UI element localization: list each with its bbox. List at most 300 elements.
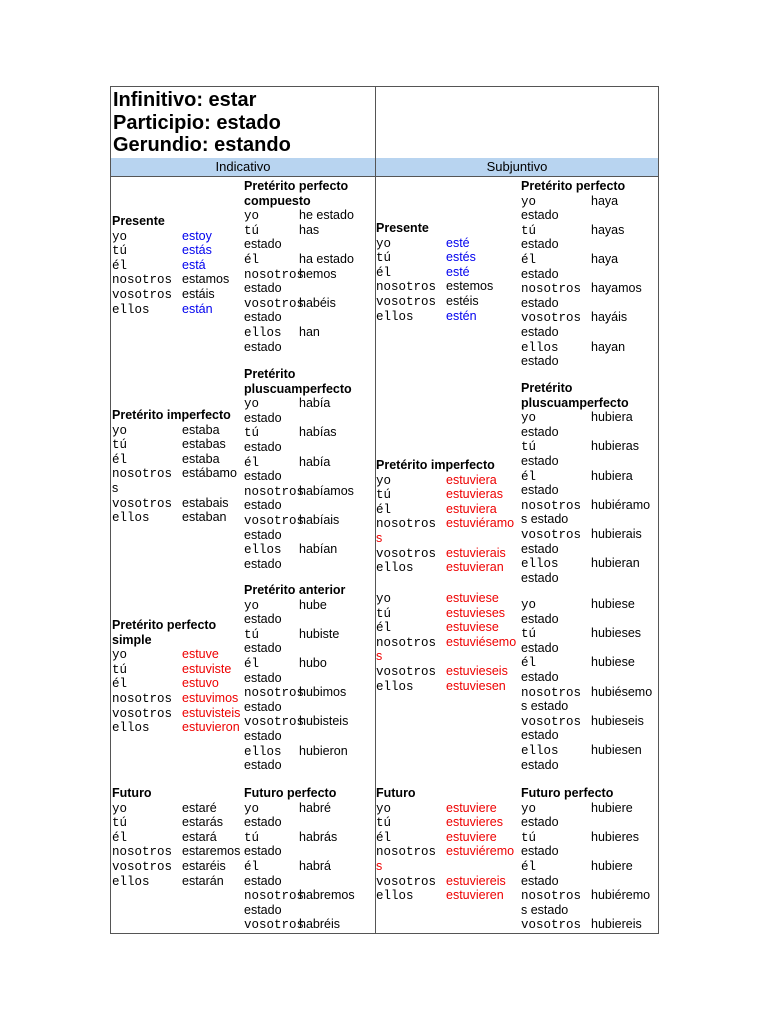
pronoun: tú: [521, 627, 537, 642]
pronoun: yo: [112, 423, 128, 438]
conjugation-row: [376, 678, 506, 695]
verb-form: estuviereis: [446, 873, 506, 888]
conjugation-row: [521, 917, 642, 933]
verb-form: hubiéramo: [591, 497, 651, 512]
conjugation-row: [112, 829, 217, 846]
verb-form-continuation: estado: [244, 281, 282, 296]
conjugation-row: [112, 691, 239, 707]
conjugation-row: [376, 308, 477, 325]
pronoun: él: [521, 469, 537, 484]
verb-form: habíamos: [299, 483, 354, 498]
pronoun: yo: [112, 801, 128, 816]
verb-form: estemos: [446, 279, 494, 294]
verb-form-continuation: s: [376, 859, 383, 873]
conjugation-row: [376, 888, 504, 904]
conjugation-row: [112, 815, 223, 831]
conjugation-row: [376, 264, 470, 281]
conjugation-row: [112, 647, 219, 663]
verb-form-continuation: estado: [521, 757, 559, 772]
verb-form: estuviera: [446, 501, 497, 516]
verb-form: había: [299, 396, 331, 411]
verb-form: han: [299, 325, 320, 339]
conjugation-row: [376, 294, 479, 310]
tense-title: Pretérito anterior: [244, 583, 346, 597]
verb-form-continuation: estado: [244, 670, 282, 685]
verb-form: hubiéremo: [591, 888, 651, 903]
tense-title: Pretérito: [244, 367, 296, 381]
pronoun: nosotros: [376, 635, 437, 650]
pronoun: ellos: [521, 744, 559, 758]
pronoun: nosotros: [521, 282, 582, 297]
conjugation-row: [376, 501, 497, 518]
conjugation-row: [521, 655, 635, 671]
pronoun: él: [112, 452, 128, 467]
pronoun: vosotros: [376, 546, 437, 561]
conjugation-row: [521, 527, 642, 543]
verb-form: habían: [299, 542, 338, 557]
verb-form: estuve: [182, 647, 219, 662]
tense-title-line2: pluscuamperfecto: [244, 381, 352, 396]
conjugation-row: [244, 252, 354, 268]
pronoun: yo: [376, 473, 392, 488]
conjugation-row: [112, 301, 213, 318]
verb-form: haya: [591, 193, 619, 208]
verb-form-continuation: estado: [521, 670, 559, 684]
pronoun: tú: [244, 223, 260, 238]
conjugation-row: [376, 591, 499, 607]
band-bottom-rule: [111, 176, 658, 177]
pronoun: yo: [244, 209, 260, 224]
conjugation-row: [521, 439, 639, 455]
indicativo-header: Indicativo: [111, 158, 375, 176]
conjugation-row: [376, 605, 506, 622]
pronoun: yo: [244, 397, 260, 412]
conjugation-row: [521, 684, 653, 701]
conjugation-row: [376, 829, 497, 846]
verb-form-continuation: estado: [244, 902, 282, 917]
conjugation-row: [376, 235, 470, 252]
verb-form: hubiere: [591, 800, 633, 815]
pronoun: nosotros: [244, 686, 305, 701]
verb-form: estaréis: [182, 859, 226, 873]
conjugation-row: [112, 800, 217, 817]
verb-form: hubisteis: [299, 714, 349, 729]
pronoun: yo: [376, 592, 392, 606]
pronoun: yo: [244, 598, 260, 613]
pronoun: vosotros: [376, 295, 437, 309]
verb-form: hubiesen: [591, 743, 642, 757]
pronoun: él: [112, 258, 128, 273]
pronoun: ellos: [244, 326, 282, 340]
verb-form: hubiese: [591, 655, 635, 670]
verb-form: estuvo: [182, 676, 219, 691]
verb-form: haya: [591, 252, 619, 266]
conjugation-row: [112, 859, 226, 875]
verb-form: esté: [446, 264, 470, 279]
pronoun: vosotros: [112, 496, 173, 511]
verb-form-continuation: s estado: [521, 902, 569, 917]
verb-form: estén: [446, 308, 477, 323]
pronoun: yo: [521, 598, 537, 612]
verb-form-continuation: estado: [521, 295, 559, 310]
conjugation-row: [244, 597, 327, 614]
verb-form: estuviésemo: [446, 634, 517, 649]
conjugation-row: [244, 208, 354, 224]
pronoun: ellos: [112, 511, 150, 526]
conjugation-row: [112, 287, 215, 303]
pronoun: nosotros: [244, 484, 305, 499]
pronoun: tú: [112, 662, 128, 677]
verb-form: estoy: [182, 228, 212, 243]
conjugation-row: [112, 676, 219, 692]
pronoun: nosotros: [244, 889, 305, 904]
verb-form-continuation: estado: [244, 815, 282, 830]
subjuntivo-header: Subjuntivo: [376, 158, 658, 176]
verb-form: he estado: [299, 208, 354, 223]
conjugation-row: [376, 844, 515, 860]
conjugation-row: [244, 483, 354, 500]
verb-form: había: [299, 454, 331, 469]
verb-form-continuation: estado: [244, 699, 282, 714]
pronoun: nosotros: [244, 267, 305, 282]
conjugation-row: [112, 437, 226, 453]
tense-title: Pretérito perfecto: [521, 179, 626, 193]
pronoun: tú: [244, 830, 260, 845]
conjugation-row: [244, 325, 320, 341]
conjugation-row: [376, 873, 506, 890]
verb-form: estuvimos: [182, 691, 239, 705]
pronoun: nosotros: [376, 517, 437, 532]
verb-form-continuation: estado: [244, 237, 282, 252]
verb-form: habrás: [299, 829, 338, 844]
conjugation-row: [244, 714, 349, 730]
verb-form-continuation: estado: [521, 815, 559, 830]
conjugation-row: [244, 513, 340, 529]
pronoun: yo: [112, 648, 128, 663]
verb-form: estarás: [182, 815, 223, 830]
verb-form-continuation: estado: [521, 266, 559, 281]
pronoun: ellos: [112, 874, 150, 889]
tense-title: Pretérito imperfecto: [376, 458, 495, 472]
pronoun: él: [244, 253, 260, 267]
conjugation-row: [112, 844, 241, 860]
verb-form: estuvieron: [182, 720, 240, 735]
pronoun: él: [521, 253, 537, 267]
pronoun: vosotros: [244, 715, 305, 730]
verb-form: hube: [299, 597, 327, 612]
conjugation-row: [244, 396, 331, 412]
verb-form-continuation: estado: [244, 440, 282, 454]
conjugation-row: [244, 266, 337, 283]
verb-form-continuation: estado: [244, 758, 282, 773]
verb-form: hubiere: [591, 859, 633, 873]
pronoun: vosotros: [521, 528, 582, 542]
conjugation-row: [244, 917, 340, 933]
tense-title-line2: compuesto: [244, 193, 311, 208]
verb-form: estará: [182, 829, 217, 844]
conjugation-row: [112, 422, 220, 439]
verb-form: habías: [299, 425, 337, 440]
pronoun: tú: [244, 426, 260, 441]
verb-form-continuation: estado: [521, 640, 559, 655]
pronoun: él: [376, 830, 392, 845]
verb-form-continuation: estado: [521, 728, 559, 743]
verb-form-continuation: estado: [244, 410, 282, 425]
verb-form: hubiésemo: [591, 684, 653, 699]
conjugation-row: [521, 743, 642, 759]
verb-form: hayas: [591, 222, 625, 237]
verb-form-continuation: estado: [244, 339, 282, 354]
pronoun: yo: [376, 801, 392, 816]
pronoun: vosotros: [112, 860, 173, 874]
conjugation-row: [521, 339, 626, 356]
verb-form: estamos: [182, 272, 230, 287]
verb-form: habéis: [299, 295, 336, 310]
verb-form: hubimos: [299, 685, 347, 700]
verb-form: hubiera: [591, 410, 633, 425]
verb-form: estuviéramo: [446, 516, 515, 531]
infinitive-label: Infinitivo: estar: [113, 89, 257, 111]
verb-form: estuvieren: [446, 888, 504, 903]
pronoun: tú: [112, 816, 128, 831]
pronoun: ellos: [112, 302, 150, 317]
pronoun: tú: [521, 830, 537, 845]
conjugation-row: [244, 685, 347, 701]
verb-form-continuation: estado: [521, 541, 559, 556]
conjugation-row: [112, 873, 224, 890]
verb-form: hubiste: [299, 626, 340, 641]
verb-form: estuvieseis: [446, 664, 508, 678]
conjugation-row: [521, 800, 633, 817]
pronoun: ellos: [521, 340, 559, 355]
verb-form: estuviere: [446, 829, 497, 844]
conjugation-row: [521, 888, 651, 904]
conjugation-row: [521, 222, 625, 239]
pronoun: tú: [112, 244, 128, 259]
pronoun: él: [521, 860, 537, 874]
pronoun: nosotros: [376, 845, 437, 860]
pronoun: tú: [376, 816, 392, 831]
verb-form: hayamos: [591, 281, 642, 296]
verb-form: estuvieses: [446, 605, 506, 620]
tense-title: Pretérito: [521, 381, 573, 395]
pronoun: nosotros: [521, 498, 582, 513]
conjugation-row: [376, 815, 503, 831]
verb-form: hemos: [299, 266, 337, 281]
pronoun: ellos: [244, 744, 282, 759]
verb-form-continuation: s estado: [521, 512, 569, 527]
participle-label: Participio: estado: [113, 112, 281, 134]
verb-form-continuation: estado: [244, 844, 282, 859]
pronoun: ellos: [521, 557, 559, 572]
gerund-label: Gerundio: estando: [113, 134, 291, 156]
conjugation-row: [521, 193, 619, 210]
pronoun: yo: [521, 194, 537, 209]
tense-title: Presente: [376, 221, 429, 235]
conjugation-row: [376, 516, 515, 532]
verb-form: estaba: [182, 451, 220, 466]
verb-form-continuation: estado: [244, 873, 282, 888]
pronoun: vosotros: [376, 665, 437, 679]
verb-form: hubieres: [591, 829, 639, 844]
pronoun: tú: [376, 251, 392, 266]
pronoun: él: [521, 656, 537, 671]
pronoun: ellos: [244, 543, 282, 558]
conjugation-row: [112, 272, 230, 288]
verb-form: estás: [182, 243, 212, 258]
conjugation-row: [521, 310, 628, 326]
verb-form: estuviera: [446, 472, 497, 487]
verb-form-continuation: estado: [521, 237, 559, 252]
tense-title: Futuro perfecto: [521, 786, 614, 800]
verb-form: hubiera: [591, 468, 633, 483]
pronoun: nosotros: [112, 692, 173, 706]
tense-title: Futuro: [376, 786, 416, 800]
verb-form-continuation: estado: [521, 873, 559, 888]
conjugation-row: [376, 472, 497, 489]
verb-form: estuvierais: [446, 545, 506, 560]
pronoun: yo: [112, 229, 128, 244]
verb-form-continuation: estado: [521, 325, 559, 339]
pronoun: yo: [521, 411, 537, 426]
conjugation-row: [521, 556, 640, 572]
verb-form: esté: [446, 235, 470, 250]
verb-form-continuation: estado: [244, 612, 282, 627]
pronoun: tú: [244, 627, 260, 642]
conjugation-row: [244, 656, 327, 672]
conjugation-row: [521, 252, 619, 268]
conjugation-row: [521, 859, 633, 875]
verb-form: estéis: [446, 294, 479, 308]
verb-form: ha estado: [299, 252, 354, 266]
verb-form-continuation: estado: [244, 498, 282, 513]
pronoun: ellos: [376, 309, 414, 324]
pronoun: tú: [376, 606, 392, 621]
conjugation-row: [521, 713, 644, 730]
verb-form: hubierais: [591, 527, 642, 541]
verb-form: hubieseis: [591, 713, 644, 728]
verb-form: has: [299, 222, 320, 237]
verb-form: estuviere: [446, 800, 497, 815]
verb-form: estaremos: [182, 844, 241, 859]
verb-form: estuviste: [182, 661, 232, 676]
conjugation-row: [112, 466, 237, 482]
pronoun: nosotros: [112, 845, 173, 860]
verb-form-continuation: s: [112, 481, 119, 495]
verb-form-continuation: estado: [521, 454, 559, 468]
pronoun: vosotros: [244, 918, 305, 933]
conjugation-row: [244, 859, 331, 875]
conjugation-row: [244, 888, 355, 904]
pronoun: él: [244, 657, 260, 671]
pronoun: nosotros: [376, 280, 437, 295]
verb-form-continuation: estado: [244, 310, 282, 325]
verb-form-continuation: estado: [521, 570, 559, 585]
verb-form: estaban: [182, 510, 227, 525]
verb-form: habrá: [299, 859, 331, 873]
verb-form: está: [182, 257, 206, 272]
verb-form: estarán: [182, 873, 224, 888]
verb-form-continuation: estado: [244, 556, 282, 571]
verb-form: hubieses: [591, 626, 642, 641]
tense-title: Futuro: [112, 786, 152, 800]
conjugation-row: [376, 560, 504, 576]
pronoun: vosotros: [376, 874, 437, 889]
pronoun: él: [112, 677, 128, 692]
conjugation-row: [521, 597, 635, 613]
verb-form: estáis: [182, 287, 215, 301]
verb-form: hubieran: [591, 556, 640, 571]
conjugation-row: [376, 545, 506, 562]
pronoun: nosotros: [112, 467, 173, 482]
verb-form: estabais: [182, 495, 229, 510]
tense-title: Presente: [112, 214, 165, 228]
verb-form: hubieron: [299, 743, 348, 758]
tense-title-line2: pluscuamperfecto: [521, 395, 629, 410]
conjugation-row: [376, 634, 517, 651]
pronoun: tú: [112, 438, 128, 453]
pronoun: él: [376, 502, 392, 517]
verb-form-continuation: estado: [521, 844, 559, 859]
verb-form-continuation: estado: [244, 641, 282, 656]
pronoun: él: [112, 830, 128, 845]
verb-form-continuation: estado: [521, 483, 559, 498]
conjugation-row: [521, 497, 651, 514]
verb-form: estaba: [182, 422, 220, 437]
pronoun: vosotros: [244, 514, 305, 528]
conjugation-row: [521, 410, 633, 426]
verb-form: estuvieran: [446, 560, 504, 575]
conjugation-row: [521, 626, 642, 642]
verb-form: hayan: [591, 339, 626, 354]
conjugation-row: [244, 743, 348, 760]
verb-form: estuvieras: [446, 487, 503, 502]
verb-form-continuation: estado: [244, 527, 282, 542]
verb-form: estuvieres: [446, 815, 503, 830]
pronoun: tú: [521, 440, 537, 455]
conjugation-row: [244, 222, 320, 239]
tense-title: Pretérito perfecto: [112, 618, 217, 632]
verb-form: estuviese: [446, 620, 499, 635]
tense-title-line2: simple: [112, 632, 152, 647]
conjugation-row: [112, 228, 212, 245]
tense-title: Pretérito imperfecto: [112, 408, 231, 422]
verb-form: habréis: [299, 917, 340, 932]
conjugation-row: [112, 451, 220, 468]
header-divider: [375, 87, 376, 159]
verb-form-continuation: estado: [521, 424, 559, 439]
verb-form: estabas: [182, 437, 226, 452]
conjugation-row: [521, 281, 642, 297]
pronoun: vosotros: [244, 296, 305, 311]
pronoun: nosotros: [112, 273, 173, 288]
conjugation-row: [376, 487, 503, 503]
verb-form: estaré: [182, 800, 217, 815]
pronoun: ellos: [112, 721, 150, 736]
pronoun: él: [244, 860, 260, 874]
conjugation-row: [376, 279, 494, 295]
pronoun: él: [244, 455, 260, 470]
pronoun: yo: [244, 801, 260, 816]
conjugation-row: [244, 425, 337, 441]
verb-form: estés: [446, 250, 476, 265]
conjugation-row: [244, 295, 336, 312]
verb-form-continuation: s: [376, 649, 383, 664]
verb-form: estuvisteis: [182, 705, 241, 720]
verb-form: hubo: [299, 656, 327, 670]
verb-form-continuation: estado: [521, 611, 559, 626]
verb-form-continuation: estado: [244, 469, 282, 484]
